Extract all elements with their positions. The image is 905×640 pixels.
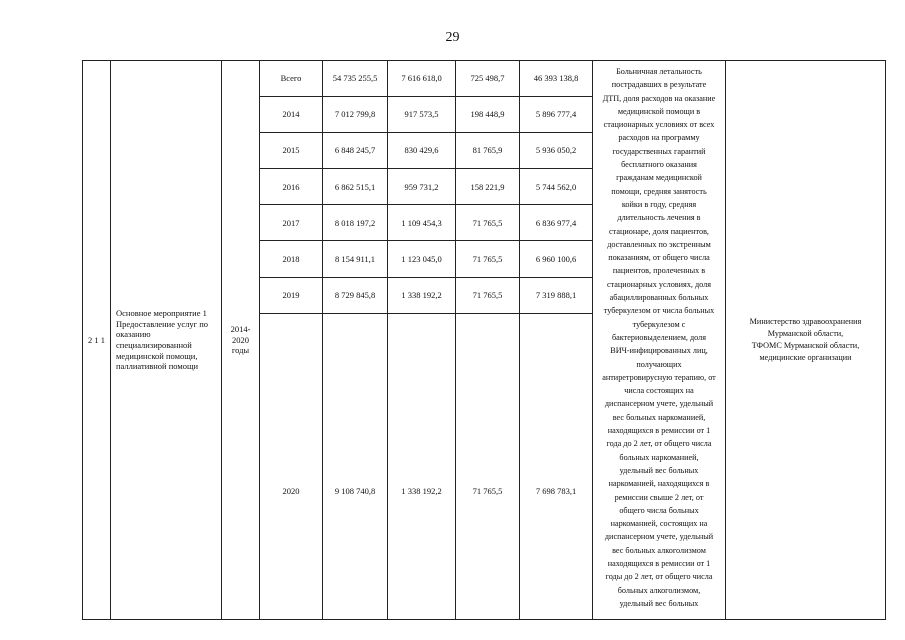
amount-total: 8 729 845,8: [323, 277, 388, 313]
activity-name-line: специализированной: [116, 340, 192, 350]
amount-other: 7 319 888,1: [520, 277, 593, 313]
period-line: годы: [231, 345, 250, 356]
indicator-line: бактериовыделением, доля: [611, 332, 706, 342]
amount-other: 7 698 783,1: [520, 313, 593, 619]
indicator-line: больных алкоголизмом,: [617, 585, 701, 595]
amount-federal: 1 338 192,2: [388, 313, 456, 619]
indicator-line: длительность лечения в: [617, 213, 701, 223]
program-table: [82, 60, 886, 620]
executor-line: ТФОМС Мурманской области,: [751, 341, 860, 350]
amount-regional: 71 765,5: [456, 241, 520, 277]
indicator-line: туберкулезом от числа больных: [603, 306, 715, 316]
amount-other: 5 896 777,4: [520, 97, 593, 133]
amount-total: 6 862 515,1: [323, 169, 388, 205]
executor-line: Мурманской области,: [767, 329, 844, 338]
amount-federal: 1 123 045,0: [388, 241, 456, 277]
indicator-line: диспансерном учете, удельный: [604, 399, 714, 409]
indicator-line: вес больных наркоманией,: [612, 412, 706, 422]
amount-other: 6 960 100,6: [520, 241, 593, 277]
indicator-line: государственных гарантий: [612, 146, 706, 156]
indicator-line: расходов на программу: [618, 133, 700, 143]
indicator-line: антиретровирусную терапию, от: [602, 372, 716, 382]
amount-other: 6 836 977,4: [520, 205, 593, 241]
amount-federal: 959 731,2: [388, 169, 456, 205]
indicator-line: года до 2 лет, от общего числа: [606, 439, 712, 449]
amount-total: 54 735 255,5: [323, 61, 388, 97]
indicator-line: получающих: [636, 359, 682, 369]
year-label: 2018: [260, 241, 323, 277]
amount-federal: 1 338 192,2: [388, 277, 456, 313]
activity-name: [111, 61, 222, 620]
indicator-line: стационарных условиях от всех: [603, 120, 715, 130]
amount-total: 7 012 799,8: [323, 97, 388, 133]
indicator-line: удельный вес больных: [619, 598, 699, 608]
activity-name-line: оказанию: [116, 329, 151, 340]
amount-total: 9 108 740,8: [323, 313, 388, 619]
table-row: [83, 61, 886, 97]
indicator-line: удельный вес больных: [619, 465, 699, 475]
indicator-line: пострадавших в результате: [611, 80, 707, 90]
indicator-line: ремиссии свыше 2 лет, от: [614, 492, 704, 502]
amount-regional: 71 765,5: [456, 277, 520, 313]
amount-federal: 830 429,6: [388, 133, 456, 169]
executors: [726, 61, 886, 620]
amount-federal: 917 573,5: [388, 97, 456, 133]
year-label: 2020: [260, 313, 323, 619]
amount-federal: 7 616 618,0: [388, 61, 456, 97]
page-number: 29: [445, 30, 460, 45]
executor-line: медицинские организации: [759, 353, 852, 362]
indicator-line: находящихся в ремиссии от 1: [607, 426, 711, 436]
indicator-line: туберкулезом с: [632, 319, 686, 329]
amount-regional: 158 221,9: [456, 169, 520, 205]
indicator-line: стационарных условиях, доля: [606, 279, 712, 289]
amount-other: 5 936 050,2: [520, 133, 593, 169]
year-label: 2019: [260, 277, 323, 313]
indicator-line: наркоманией, находящихся в: [608, 479, 710, 489]
indicator-line: помощи, средняя занятость: [611, 186, 707, 196]
indicator-line: показаниям, от общего числа: [608, 253, 710, 263]
amount-regional: 725 498,7: [456, 61, 520, 97]
amount-other: 5 744 562,0: [520, 169, 593, 205]
indicators-text: [593, 61, 726, 620]
indicator-line: общего числа больных: [619, 505, 699, 515]
executor-line: Министерство здравоохранения: [749, 317, 862, 326]
year-label: 2017: [260, 205, 323, 241]
amount-total: 6 848 245,7: [323, 133, 388, 169]
amount-other: 46 393 138,8: [520, 61, 593, 97]
amount-total: 8 154 911,1: [323, 241, 388, 277]
period: [222, 61, 260, 620]
indicator-line: пациентов, пролеченных в: [612, 266, 706, 276]
year-label: 2014: [260, 97, 323, 133]
period-line: 2014-: [230, 324, 251, 335]
indicator-line: наркоманией, состоящих на: [610, 519, 708, 529]
year-label: 2016: [260, 169, 323, 205]
indicator-line: койки в году, средняя: [621, 199, 697, 209]
activity-name-line: Предоставление услуг по: [116, 318, 209, 329]
table-body: [83, 61, 886, 620]
year-label: Всего: [260, 61, 323, 97]
activity-name-line: Основное мероприятие 1: [116, 308, 207, 319]
amount-regional: 71 765,5: [456, 313, 520, 619]
indicator-line: больных наркоманией,: [619, 452, 699, 462]
indicator-line: гражданам медицинской: [616, 173, 702, 183]
indicator-line: абациллированных больных: [609, 293, 709, 303]
indicator-line: бесплатного оказания: [621, 160, 697, 170]
activity-name-line: паллиативной помощи: [116, 361, 199, 372]
amount-regional: 198 448,9: [456, 97, 520, 133]
activity-name-line: медицинской помощи,: [116, 350, 198, 361]
year-label: 2015: [260, 133, 323, 169]
indicator-line: стационаре, доля пациентов,: [609, 226, 709, 236]
amount-regional: 81 765,9: [456, 133, 520, 169]
indicator-line: годы до 2 лет, от общего числа: [605, 572, 713, 582]
amount-regional: 71 765,5: [456, 205, 520, 241]
indicator-line: числа состоящих на: [624, 386, 694, 396]
indicator-line: медицинской помощи в: [617, 106, 701, 116]
indicator-line: ДТП, доля расходов на оказание: [602, 93, 716, 103]
indicator-line: диспансерном учете, удельный: [604, 532, 714, 542]
row-number: 2 1 1: [83, 61, 111, 620]
indicator-line: Больничная летальность: [616, 67, 702, 76]
indicator-line: находящихся в ремиссии от 1: [607, 558, 711, 568]
amount-federal: 1 109 454,3: [388, 205, 456, 241]
indicator-line: вес больных алкоголизмом: [612, 545, 706, 555]
period-line: 2020: [232, 334, 249, 345]
amount-total: 8 018 197,2: [323, 205, 388, 241]
indicator-line: ВИЧ-инфицированных лиц,: [610, 346, 708, 356]
indicator-line: доставленных по экстренным: [607, 239, 711, 249]
